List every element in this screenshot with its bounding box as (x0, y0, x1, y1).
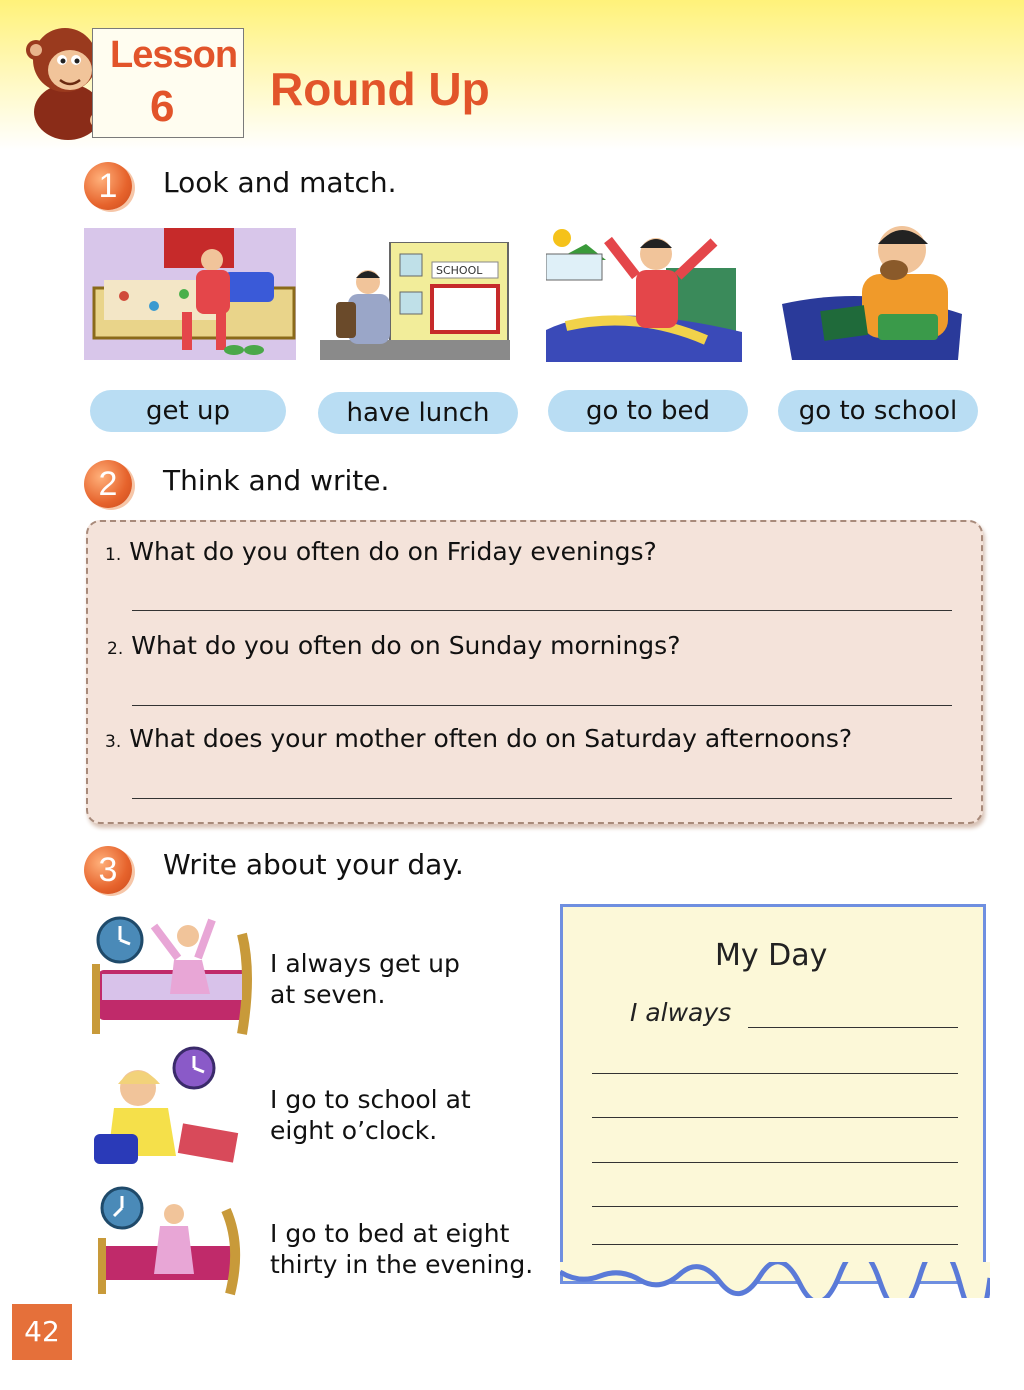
my-day-line-6[interactable] (592, 1244, 958, 1245)
phrase-go-to-bed[interactable]: go to bed (548, 390, 748, 432)
lesson-number: 6 (150, 82, 175, 131)
answer-line-3[interactable] (132, 798, 952, 799)
answer-line-1[interactable] (132, 610, 952, 611)
my-day-line-4[interactable] (592, 1162, 958, 1163)
question-2-text: What do you often do on Sunday mornings? (131, 631, 681, 660)
section-3-title: Write about your day. (163, 848, 464, 881)
question-3-text: What does your mother often do on Saturday afternoons? (129, 724, 853, 753)
girl-getting-up-illustration (92, 914, 252, 1040)
boy-at-school-illustration (320, 242, 510, 360)
question-1 (105, 537, 657, 566)
statement-3-line-1: I go to bed at eight (270, 1219, 510, 1248)
my-day-line-5[interactable] (592, 1206, 958, 1207)
statement-2-line-2: eight o’clock. (270, 1116, 438, 1145)
phrase-have-lunch[interactable]: have lunch (318, 392, 518, 434)
statement-3 (270, 1218, 533, 1280)
boy-going-to-bed-illustration (546, 220, 742, 362)
my-day-starter: I always (630, 998, 732, 1027)
section-2-title: Think and write. (163, 464, 390, 497)
statement-1-line-1: I always get up (270, 949, 460, 978)
statement-1-line-2: at seven. (270, 980, 386, 1009)
boy-having-lunch-illustration (782, 214, 966, 360)
my-day-line-1[interactable] (748, 1027, 958, 1028)
question-3-number: 3. (105, 732, 122, 752)
girl-going-to-bed-illustration (96, 1186, 242, 1300)
statement-2-line-1: I go to school at (270, 1085, 471, 1114)
question-3 (105, 724, 852, 753)
torn-edge-decoration (560, 1262, 990, 1298)
question-1-number: 1. (105, 545, 122, 565)
statement-1 (270, 948, 460, 1010)
statement-3-line-2: thirty in the evening. (270, 1250, 534, 1279)
section-3-badge: 3 (84, 846, 132, 894)
phrase-go-to-school[interactable]: go to school (778, 390, 978, 432)
my-day-line-3[interactable] (592, 1117, 958, 1118)
answer-line-2[interactable] (132, 705, 952, 706)
school-sign: SCHOOL (436, 264, 483, 277)
lesson-label: Lesson (110, 34, 238, 76)
section-1-title: Look and match. (163, 166, 397, 199)
question-2-number: 2. (107, 639, 124, 659)
section-1-badge: 1 (84, 162, 132, 210)
my-day-title: My Day (715, 938, 828, 973)
question-1-text: What do you often do on Friday evenings? (129, 537, 657, 566)
question-2 (107, 631, 680, 660)
girl-going-to-school-illustration (90, 1044, 240, 1170)
my-day-line-2[interactable] (592, 1073, 958, 1074)
boy-getting-up-illustration (84, 228, 296, 360)
statement-2 (270, 1084, 471, 1146)
section-2-badge: 2 (84, 460, 132, 508)
page-title: Round Up (270, 63, 490, 115)
phrase-get-up[interactable]: get up (90, 390, 286, 432)
page-number: 42 (12, 1304, 72, 1360)
